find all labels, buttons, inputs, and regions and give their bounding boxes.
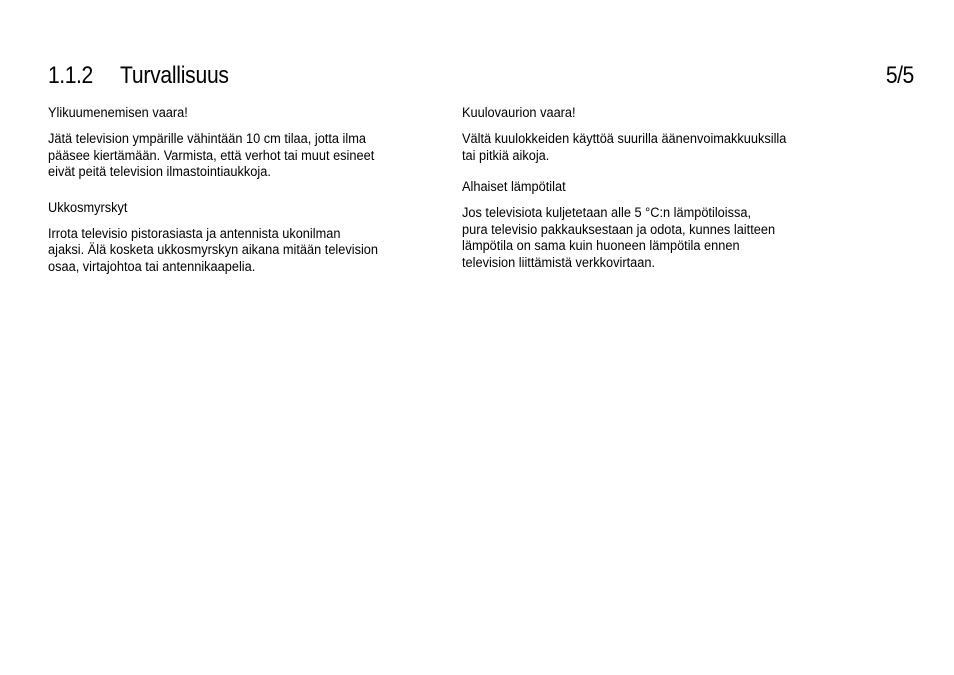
thunderstorm-text [48,226,401,276]
text-line: eivät peitä television ilmastointiaukkoja. [48,164,271,180]
text-line: pääsee kiertämään. Varmista, että verhot tai muut esineet [48,147,375,164]
text-line: Jos televisiota kuljetetaan alle 5 °C:n lämpötiloissa, [462,205,752,221]
text-line: pura televisio pakkauksestaan ja odota, kunnes laitteen [462,221,776,238]
text-line: Irrota televisio pistorasiasta ja antennista ukonilman [48,225,341,242]
low-temperature-heading: Alhaiset lämpötilat [462,179,566,195]
section-number: 1.1.2 [48,62,93,89]
text-line: tai pitkiä aikoja. [462,147,550,164]
right-column [462,105,854,271]
thunderstorm-heading: Ukkosmyrskyt [48,199,128,216]
text-line: osaa, virtajohtoa tai antennikaapelia. [48,258,256,275]
hearing-damage-heading: Kuulovaurion vaara! [462,105,576,121]
page-title: Turvallisuus [120,62,229,89]
low-temperature-text [462,205,815,271]
page-header [48,60,914,94]
hearing-damage-text [462,131,815,164]
text-line: ajaksi. Älä kosketa ukkosmyrskyn aikana mitään television [48,242,379,258]
overheating-text [48,131,401,181]
text-line: Jätä television ympärille vähintään 10 cm tilaa, jotta ilma [48,131,366,147]
left-column [48,105,440,275]
low-temperature-block [462,179,854,271]
overheating-warning-block [48,105,440,181]
overheating-heading: Ylikuumenemisen vaara! [48,105,188,121]
text-line: Vältä kuulokkeiden käyttöä suurilla äänenvoimakkuuksilla [462,131,787,147]
text-line: television liittämistä verkkovirtaan. [462,254,656,271]
thunderstorm-block [48,200,440,276]
hearing-damage-block [462,105,854,164]
page-counter: 5/5 [885,62,914,89]
text-line: lämpötila on sama kuin huoneen lämpötila ennen [462,238,740,254]
